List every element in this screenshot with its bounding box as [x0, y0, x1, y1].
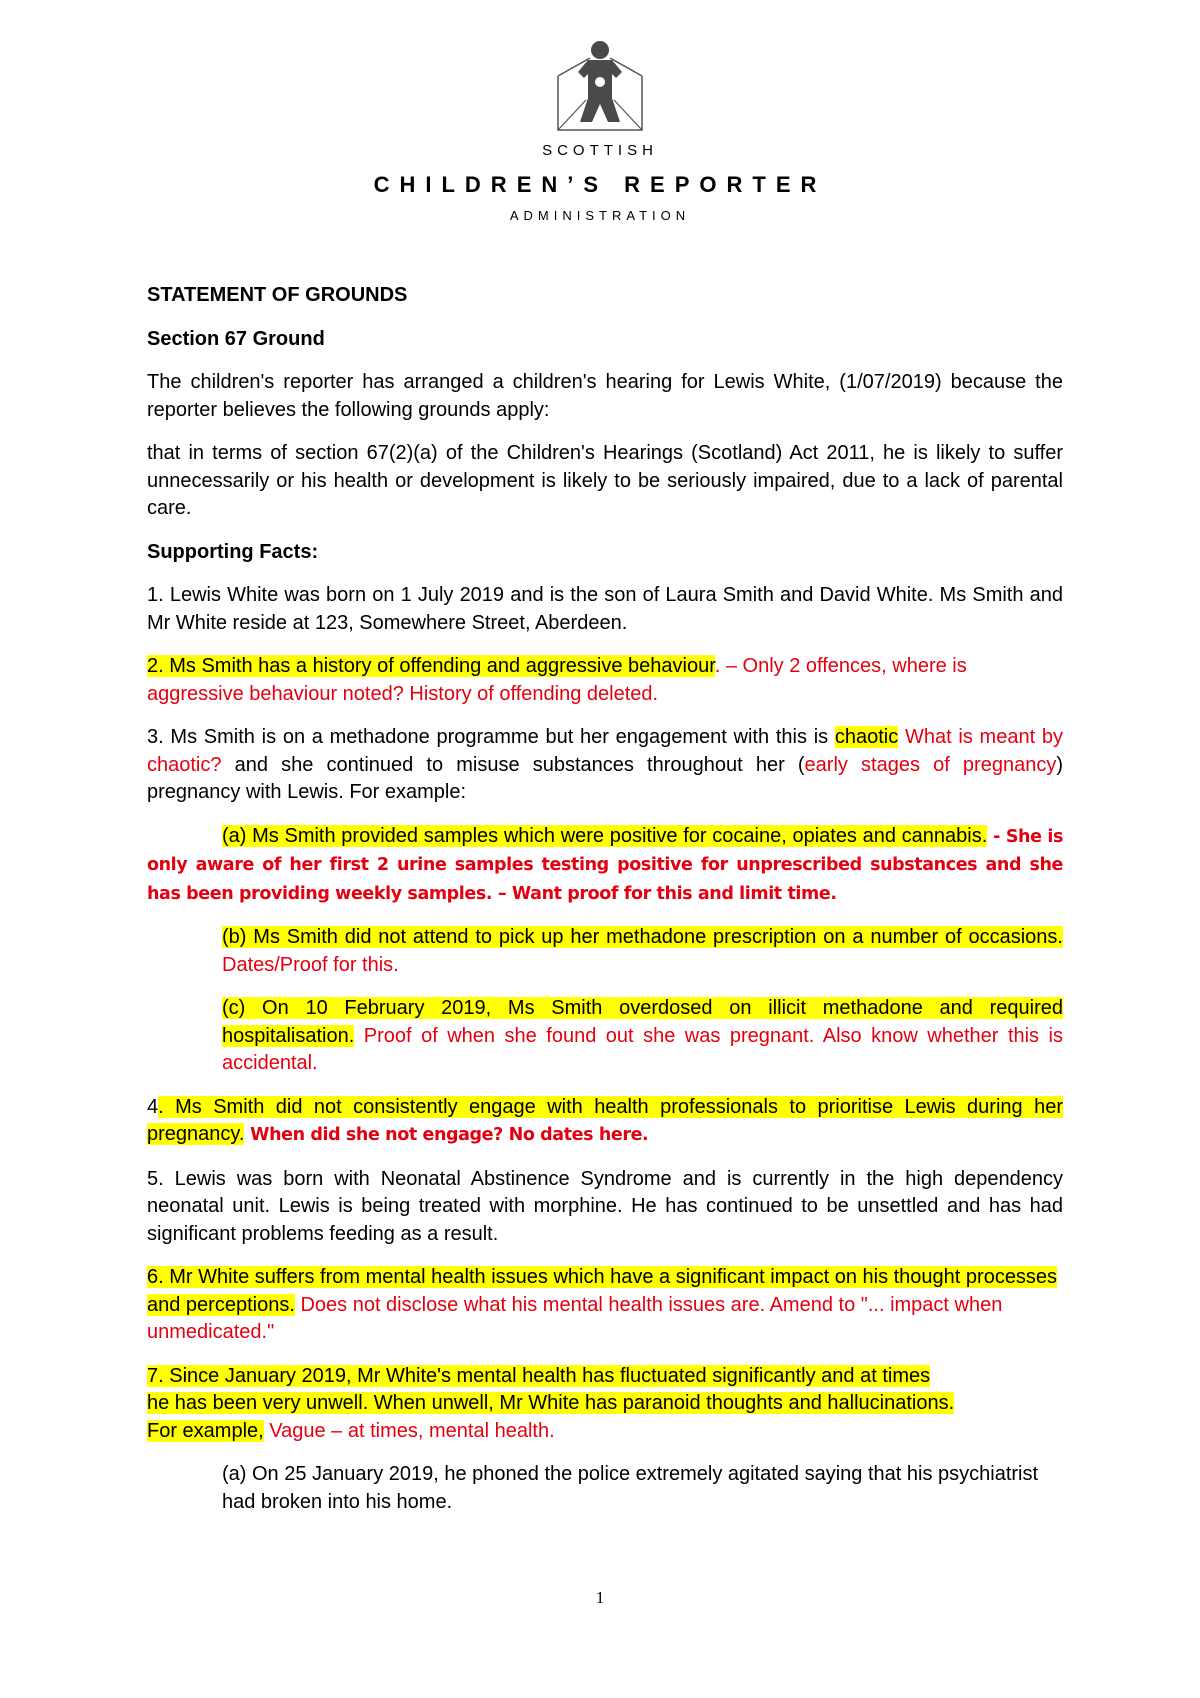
highlighted-text: 7. Since January 2019, Mr White's mental health has fluctuated significantly and at times [147, 1364, 931, 1387]
fact-4 [147, 1094, 1063, 1150]
highlighted-text: 2. Ms Smith has a history of offending and aggressive behaviour [147, 655, 715, 677]
highlighted-text: (b) Ms Smith did not attend to pick up her methadone prescription on a number of occasions. [222, 926, 1063, 948]
fact-text: 3. Ms Smith is on a methadone programme but her engagement with this is [147, 726, 835, 748]
comment-text: - She is only aware of her first 2 urine samples testing positive for unprescribed substances and she has been providing weekly samples. – Want proof for this and limit time. [147, 826, 1063, 904]
highlighted-text: (a) Ms Smith provided samples which were positive for cocaine, opiates and cannabis. [222, 824, 988, 847]
comment-text: Proof of when she found out she was pregnant. Also know whether this is accidental. [222, 1024, 1063, 1074]
fact-3b [222, 924, 1063, 979]
comment-text: What is meant by chaotic? [147, 726, 1063, 776]
comment-text: Does not disclose what his mental health issues are. Amend to "... impact when unmedicated." [147, 1293, 1003, 1343]
fact-text: ) pregnancy with Lewis. For example: [147, 753, 1063, 803]
section-heading: Section 67 Ground [147, 327, 325, 350]
fact-3c [222, 995, 1063, 1078]
fact-number: 4 [147, 1095, 159, 1118]
intro-paragraph: The children's reporter has arranged a children's hearing for Lewis White, (1/07/2019) because the reporter believes the following grounds apply: [147, 371, 1063, 421]
supporting-facts-heading: Supporting Facts: [147, 540, 319, 563]
fact-6 [147, 1264, 1063, 1347]
highlighted-text: . Ms Smith did not consistently engage with health professionals to prioritise Lewis during her pregnancy. [147, 1095, 1063, 1145]
fact-7 [147, 1363, 1063, 1446]
comment-text: . – Only 2 offences, where is aggressive behaviour noted? History of offending deleted. [147, 655, 967, 705]
org-name-line2: CHILDREN’S REPORTER [373, 172, 827, 197]
jigsaw-figure-icon [550, 38, 650, 138]
highlighted-text: 6. Mr White suffers from mental health issues which have a significant impact on his thought processes and perceptions. [147, 1266, 1058, 1316]
comment-text: Dates/Proof for this. [222, 953, 399, 976]
fact-5: 5. Lewis was born with Neonatal Abstinence Syndrome and is currently in the high dependency neonatal unit. Lewis is being treated with morphine. He has continued to be unsettled and has had significant problems feeding as a result. [147, 1167, 1063, 1245]
fact-7a: (a) On 25 January 2019, he phoned the police extremely agitated saying that his psychiatrist had broken into his home. [222, 1463, 1039, 1513]
comment-text: early stages of pregnancy [804, 753, 1057, 776]
highlighted-text: For example, [147, 1419, 264, 1442]
fact-text: and she continued to misuse substances throughout her ( [221, 753, 805, 776]
comment-text: Vague – at times, mental health. [263, 1419, 555, 1442]
highlighted-text: (c) On 10 February 2019, Ms Smith overdosed on illicit methadone and required hospitalisation. [222, 997, 1063, 1047]
page-number: 1 [595, 1588, 605, 1607]
fact-1: 1. Lewis White was born on 1 July 2019 and is the son of Laura Smith and David White. Ms Smith and Mr White reside at 123, Somewhere Street, Aberdeen. [147, 584, 1063, 634]
fact-3 [147, 724, 1063, 807]
document-title: STATEMENT OF GROUNDS [147, 284, 408, 306]
highlighted-text: he has been very unwell. When unwell, Mr White has paranoid thoughts and hallucinations. [147, 1392, 955, 1414]
org-name-line3: ADMINISTRATION [509, 208, 691, 223]
comment-text: When did she not engage? No dates here. [244, 1125, 649, 1145]
fact-3a [147, 823, 1063, 909]
highlighted-text: chaotic [834, 726, 899, 748]
org-name-line1: SCOTTISH [542, 142, 658, 159]
fact-2 [147, 653, 1063, 708]
ground-paragraph: that in terms of section 67(2)(a) of the Children's Hearings (Scotland) Act 2011, he is likely to suffer unnecessarily or his health or development is likely to be seriously impaired, due to a lack of parental care. [147, 442, 1063, 519]
document-body [147, 282, 1063, 1532]
